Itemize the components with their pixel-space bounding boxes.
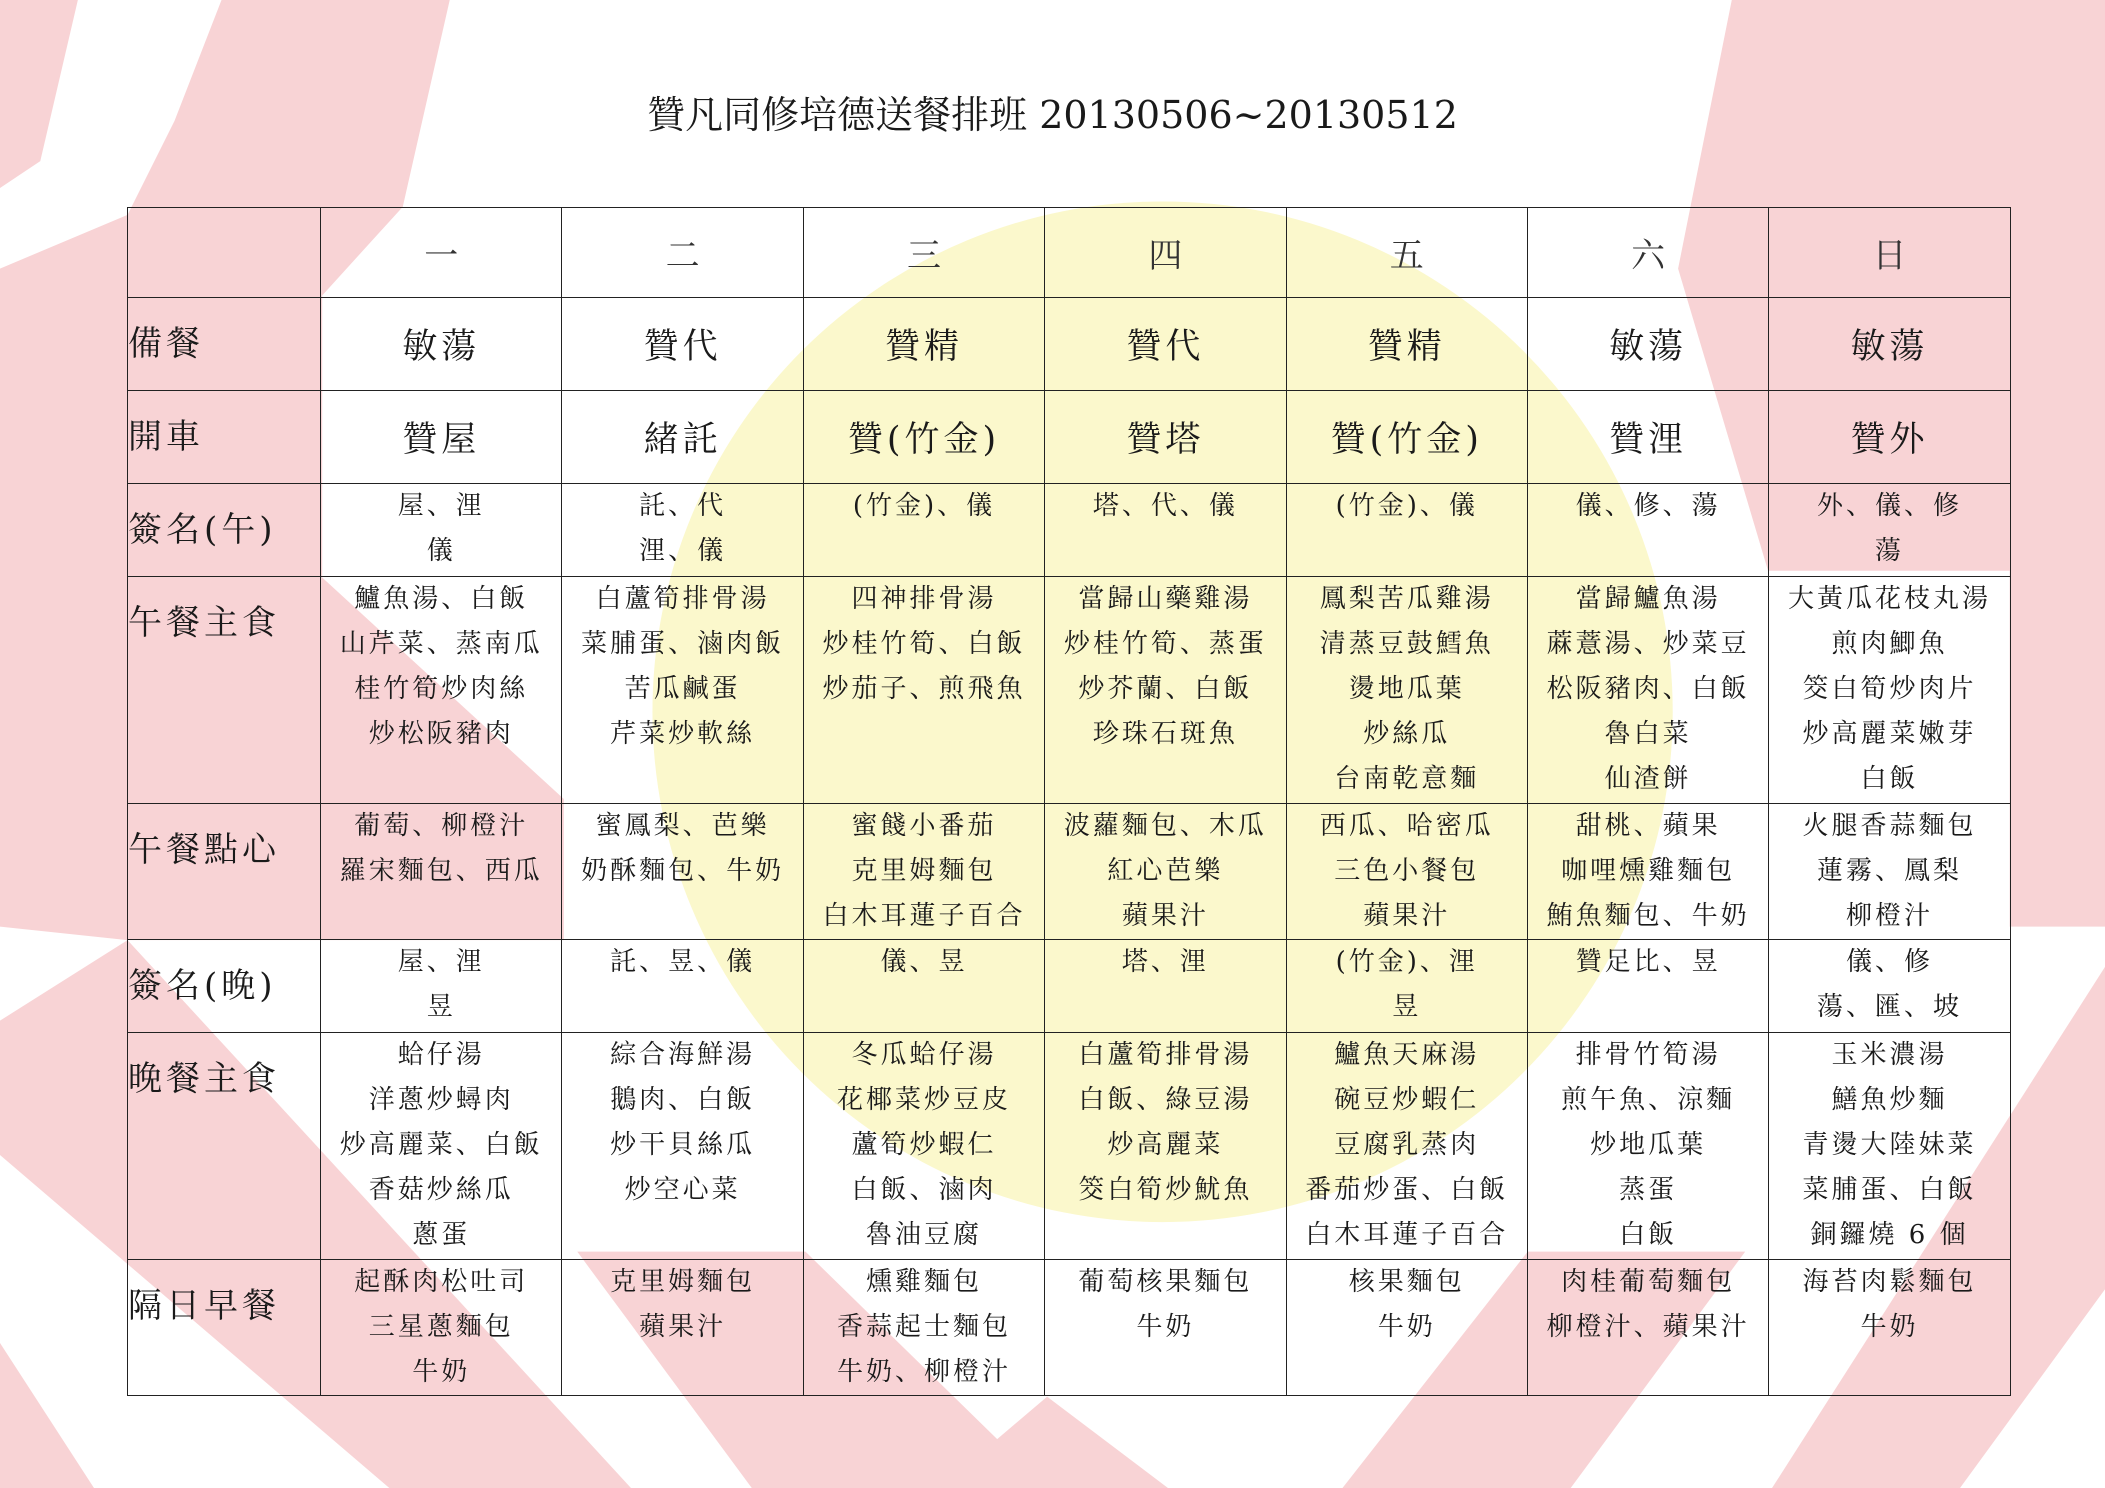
cell-line: 柳橙汁 xyxy=(1846,901,1934,931)
row-label: 午餐主食 xyxy=(128,577,321,804)
cell-wednesday: 贊精 xyxy=(803,298,1044,391)
cell-saturday: 贊浬 xyxy=(1527,391,1768,484)
cell-line: 白飯 xyxy=(1860,764,1919,794)
cell-line: 蕩 xyxy=(1875,536,1905,566)
row-next-breakfast xyxy=(128,1260,2011,1396)
cell-line: 儀、昱 xyxy=(880,947,968,977)
cell-line: 炒高麗菜、白飯 xyxy=(339,1130,543,1160)
cell-saturday xyxy=(1527,804,1768,940)
cell-thursday xyxy=(1045,577,1286,804)
cell-line: 花椰菜炒豆皮 xyxy=(836,1085,1011,1115)
cell-line: 香菇炒絲瓜 xyxy=(368,1175,514,1205)
cell-line: 大黃瓜花枝丸湯 xyxy=(1788,584,1992,614)
cell-line: (竹金)、浬 xyxy=(1335,947,1478,977)
cell-line: 四神排骨湯 xyxy=(851,584,997,614)
row-label: 午餐點心 xyxy=(128,804,321,940)
cell-line: 洋蔥炒蟳肉 xyxy=(368,1085,514,1115)
cell-line: 菜脯蛋、白飯 xyxy=(1802,1175,1977,1205)
cell-line: 白飯、綠豆湯 xyxy=(1078,1085,1253,1115)
cell-line: 冬瓜蛤仔湯 xyxy=(851,1040,997,1070)
row-sign-lunch xyxy=(128,484,2011,577)
cell-line: 菜脯蛋、滷肉飯 xyxy=(581,629,785,659)
cell-line: 綜合海鮮湯 xyxy=(610,1040,756,1070)
cell-line: 蘆筍炒蝦仁 xyxy=(851,1130,997,1160)
cell-line: 蜜鳳梨、芭樂 xyxy=(595,811,770,841)
cell-line: 託、代 xyxy=(639,491,727,521)
cell-thursday xyxy=(1045,1260,1286,1396)
cell-line: 魯油豆腐 xyxy=(865,1220,982,1250)
cell-line: 火腿香蒜麵包 xyxy=(1802,811,1977,841)
row-driver xyxy=(128,391,2011,484)
cell-wednesday: 贊(竹金) xyxy=(803,391,1044,484)
cell-wednesday xyxy=(803,484,1044,577)
cell-line: 海苔肉鬆麵包 xyxy=(1802,1267,1977,1297)
cell-line: 外、儀、修 xyxy=(1817,491,1963,521)
day-header-thursday: 四 xyxy=(1045,208,1286,298)
cell-line: 白蘆筍排骨湯 xyxy=(1078,1040,1253,1070)
cell-line: 波蘿麵包、木瓜 xyxy=(1063,811,1267,841)
cell-line: 燻雞麵包 xyxy=(865,1267,982,1297)
cell-friday xyxy=(1286,484,1527,577)
cell-line: 羅宋麵包、西瓜 xyxy=(339,856,543,886)
cell-line: 肉桂葡萄麵包 xyxy=(1561,1267,1736,1297)
cell-line: 蕩、匯、坡 xyxy=(1817,992,1963,1022)
schedule-body xyxy=(128,298,2011,1396)
cell-line: 炒桂竹筍、蒸蛋 xyxy=(1063,629,1267,659)
day-header-row xyxy=(128,208,2011,298)
cell-line: 塔、浬 xyxy=(1121,947,1209,977)
cell-thursday xyxy=(1045,1033,1286,1260)
cell-wednesday xyxy=(803,577,1044,804)
cell-line: 排骨竹筍湯 xyxy=(1575,1040,1721,1070)
cell-tuesday xyxy=(562,804,803,940)
cell-line: 鱸魚湯、白飯 xyxy=(354,584,529,614)
cell-monday xyxy=(321,1260,562,1396)
cell-line: 鮪魚麵包、牛奶 xyxy=(1546,901,1750,931)
day-header-friday: 五 xyxy=(1286,208,1527,298)
cell-tuesday: 贊代 xyxy=(562,298,803,391)
cell-friday xyxy=(1286,577,1527,804)
cell-monday xyxy=(321,940,562,1033)
cell-line: 屋、浬 xyxy=(397,491,485,521)
cell-line: 儀、修 xyxy=(1846,947,1934,977)
cell-line: 仙渣餅 xyxy=(1604,764,1692,794)
cell-tuesday: 緒託 xyxy=(562,391,803,484)
cell-line: 蘋果汁 xyxy=(639,1312,727,1342)
day-header-saturday: 六 xyxy=(1527,208,1768,298)
cell-sunday: 敏蕩 xyxy=(1769,298,2010,391)
cell-line: 筊白筍炒魷魚 xyxy=(1078,1175,1253,1205)
cell-sunday xyxy=(1769,577,2010,804)
cell-line: 牛奶 xyxy=(1377,1312,1436,1342)
row-lunch-main xyxy=(128,577,2011,804)
cell-line: 蒸蛋 xyxy=(1619,1175,1678,1205)
cell-wednesday xyxy=(803,1260,1044,1396)
cell-line: 銅鑼燒 6 個 xyxy=(1810,1220,1969,1250)
cell-line: 當歸鱸魚湯 xyxy=(1575,584,1721,614)
day-header-monday: 一 xyxy=(321,208,562,298)
cell-line: 鵝肉、白飯 xyxy=(610,1085,756,1115)
cell-line: 炒絲瓜 xyxy=(1363,719,1451,749)
cell-line: (竹金)、儀 xyxy=(852,491,996,521)
cell-tuesday xyxy=(562,1033,803,1260)
cell-line: 炒松阪豬肉 xyxy=(368,719,514,749)
cell-line: 番茄炒蛋、白飯 xyxy=(1305,1175,1509,1205)
cell-line: 咖哩燻雞麵包 xyxy=(1561,856,1736,886)
cell-saturday xyxy=(1527,1260,1768,1396)
cell-line: 牛奶、柳橙汁 xyxy=(836,1357,1011,1387)
cell-line: 筊白筍炒肉片 xyxy=(1802,674,1977,704)
cell-monday xyxy=(321,577,562,804)
cell-line: 松阪豬肉、白飯 xyxy=(1546,674,1750,704)
cell-line: 蘋果汁 xyxy=(1121,901,1209,931)
cell-line: 葡萄核果麵包 xyxy=(1078,1267,1253,1297)
cell-sunday xyxy=(1769,1033,2010,1260)
cell-line: (竹金)、儀 xyxy=(1335,491,1478,521)
cell-friday: 贊(竹金) xyxy=(1286,391,1527,484)
cell-line: 核果麵包 xyxy=(1348,1267,1465,1297)
cell-line: 豆腐乳蒸肉 xyxy=(1334,1130,1480,1160)
cell-line: 炒高麗菜 xyxy=(1107,1130,1224,1160)
cell-line: 鱔魚炒麵 xyxy=(1831,1085,1948,1115)
cell-thursday xyxy=(1045,940,1286,1033)
cell-monday: 敏蕩 xyxy=(321,298,562,391)
cell-line: 炒芥蘭、白飯 xyxy=(1078,674,1253,704)
cell-line: 白飯、滷肉 xyxy=(851,1175,997,1205)
row-meal-prep xyxy=(128,298,2011,391)
cell-line: 燙地瓜葉 xyxy=(1348,674,1465,704)
cell-thursday xyxy=(1045,804,1286,940)
cell-tuesday xyxy=(562,577,803,804)
cell-line: 昱 xyxy=(426,992,456,1022)
cell-tuesday xyxy=(562,940,803,1033)
cell-saturday xyxy=(1527,1033,1768,1260)
row-label: 開車 xyxy=(128,391,321,484)
cell-line: 煎午魚、涼麵 xyxy=(1561,1085,1736,1115)
cell-monday xyxy=(321,1033,562,1260)
cell-line: 昱 xyxy=(1392,992,1422,1022)
cell-friday xyxy=(1286,940,1527,1033)
cell-line: 珍珠石斑魚 xyxy=(1092,719,1238,749)
cell-thursday: 贊塔 xyxy=(1045,391,1286,484)
cell-line: 白蘆筍排骨湯 xyxy=(595,584,770,614)
cell-line: 炒桂竹筍、白飯 xyxy=(822,629,1026,659)
cell-tuesday xyxy=(562,484,803,577)
cell-line: 青燙大陸妹菜 xyxy=(1802,1130,1977,1160)
cell-line: 三色小餐包 xyxy=(1334,856,1480,886)
cell-sunday xyxy=(1769,804,2010,940)
cell-thursday: 贊代 xyxy=(1045,298,1286,391)
cell-saturday xyxy=(1527,577,1768,804)
cell-line: 碗豆炒蝦仁 xyxy=(1334,1085,1480,1115)
cell-sunday xyxy=(1769,940,2010,1033)
cell-line: 桂竹筍炒肉絲 xyxy=(354,674,529,704)
cell-thursday xyxy=(1045,484,1286,577)
day-header-tuesday: 二 xyxy=(562,208,803,298)
page-title: 贊凡同修培德送餐排班 20130506~20130512 xyxy=(647,93,1458,137)
cell-friday xyxy=(1286,1033,1527,1260)
cell-friday xyxy=(1286,1260,1527,1396)
cell-tuesday xyxy=(562,1260,803,1396)
cell-line: 牛奶 xyxy=(1136,1312,1195,1342)
cell-line: 牛奶 xyxy=(1860,1312,1919,1342)
cell-wednesday xyxy=(803,804,1044,940)
cell-line: 託、昱、儀 xyxy=(610,947,756,977)
row-sign-dinner xyxy=(128,940,2011,1033)
cell-line: 蔴薏湯、炒菜豆 xyxy=(1546,629,1750,659)
cell-line: 屋、浬 xyxy=(397,947,485,977)
cell-wednesday xyxy=(803,1033,1044,1260)
cell-line: 清蒸豆鼓鱈魚 xyxy=(1319,629,1494,659)
row-label: 備餐 xyxy=(128,298,321,391)
cell-line: 奶酥麵包、牛奶 xyxy=(581,856,785,886)
cell-line: 白木耳蓮子百合 xyxy=(822,901,1026,931)
cell-line: 蘋果汁 xyxy=(1363,901,1451,931)
cell-monday xyxy=(321,484,562,577)
cell-line: 魯白菜 xyxy=(1604,719,1692,749)
row-label: 晚餐主食 xyxy=(128,1033,321,1260)
cell-line: 西瓜、哈密瓜 xyxy=(1319,811,1494,841)
cell-line: 葡萄、柳橙汁 xyxy=(354,811,529,841)
cell-line: 蜜餞小番茄 xyxy=(851,811,997,841)
cell-line: 玉米濃湯 xyxy=(1831,1040,1948,1070)
cell-line: 炒地瓜葉 xyxy=(1590,1130,1707,1160)
schedule-table xyxy=(127,207,2011,1396)
cell-line: 芹菜炒軟絲 xyxy=(610,719,756,749)
day-header-sunday: 日 xyxy=(1769,208,2010,298)
cell-line: 贊足比、昱 xyxy=(1575,947,1721,977)
corner-cell xyxy=(128,208,321,298)
cell-line: 香蒜起士麵包 xyxy=(836,1312,1011,1342)
cell-line: 炒茄子、煎飛魚 xyxy=(822,674,1026,704)
cell-line: 山芹菜、蒸南瓜 xyxy=(339,629,543,659)
cell-sunday xyxy=(1769,1260,2010,1396)
cell-line: 煎肉鯽魚 xyxy=(1831,629,1948,659)
cell-line: 儀 xyxy=(426,536,456,566)
cell-line: 炒高麗菜嫩芽 xyxy=(1802,719,1977,749)
cell-line: 浬、儀 xyxy=(639,536,727,566)
cell-line: 甜桃、蘋果 xyxy=(1575,811,1721,841)
cell-line: 白木耳蓮子百合 xyxy=(1305,1220,1509,1250)
cell-monday: 贊屋 xyxy=(321,391,562,484)
cell-saturday xyxy=(1527,484,1768,577)
row-lunch-snack xyxy=(128,804,2011,940)
cell-monday xyxy=(321,804,562,940)
cell-line: 台南乾意麵 xyxy=(1334,764,1480,794)
cell-line: 牛奶 xyxy=(412,1357,471,1387)
cell-line: 炒空心菜 xyxy=(624,1175,741,1205)
cell-friday xyxy=(1286,804,1527,940)
cell-line: 蔥蛋 xyxy=(412,1220,471,1250)
cell-line: 起酥肉松吐司 xyxy=(354,1267,529,1297)
cell-line: 塔、代、儀 xyxy=(1092,491,1238,521)
cell-sunday: 贊外 xyxy=(1769,391,2010,484)
cell-sunday xyxy=(1769,484,2010,577)
cell-line: 炒干貝絲瓜 xyxy=(610,1130,756,1160)
cell-line: 鱸魚天麻湯 xyxy=(1334,1040,1480,1070)
cell-line: 柳橙汁、蘋果汁 xyxy=(1546,1312,1750,1342)
cell-line: 當歸山藥雞湯 xyxy=(1078,584,1253,614)
cell-line: 儀、修、蕩 xyxy=(1575,491,1721,521)
cell-wednesday xyxy=(803,940,1044,1033)
cell-line: 蛤仔湯 xyxy=(397,1040,485,1070)
cell-line: 蓮霧、鳳梨 xyxy=(1817,856,1963,886)
cell-line: 紅心芭樂 xyxy=(1107,856,1224,886)
cell-line: 克里姆麵包 xyxy=(610,1267,756,1297)
row-dinner-main xyxy=(128,1033,2011,1260)
row-label: 簽名(晚) xyxy=(128,940,321,1033)
cell-saturday: 敏蕩 xyxy=(1527,298,1768,391)
cell-line: 苦瓜鹹蛋 xyxy=(624,674,741,704)
cell-friday: 贊精 xyxy=(1286,298,1527,391)
cell-line: 克里姆麵包 xyxy=(851,856,997,886)
row-label: 隔日早餐 xyxy=(128,1260,321,1396)
day-header-wednesday: 三 xyxy=(803,208,1044,298)
row-label: 簽名(午) xyxy=(128,484,321,577)
cell-line: 白飯 xyxy=(1619,1220,1678,1250)
cell-line: 三星蔥麵包 xyxy=(368,1312,514,1342)
cell-saturday xyxy=(1527,940,1768,1033)
cell-line: 鳳梨苦瓜雞湯 xyxy=(1319,584,1494,614)
